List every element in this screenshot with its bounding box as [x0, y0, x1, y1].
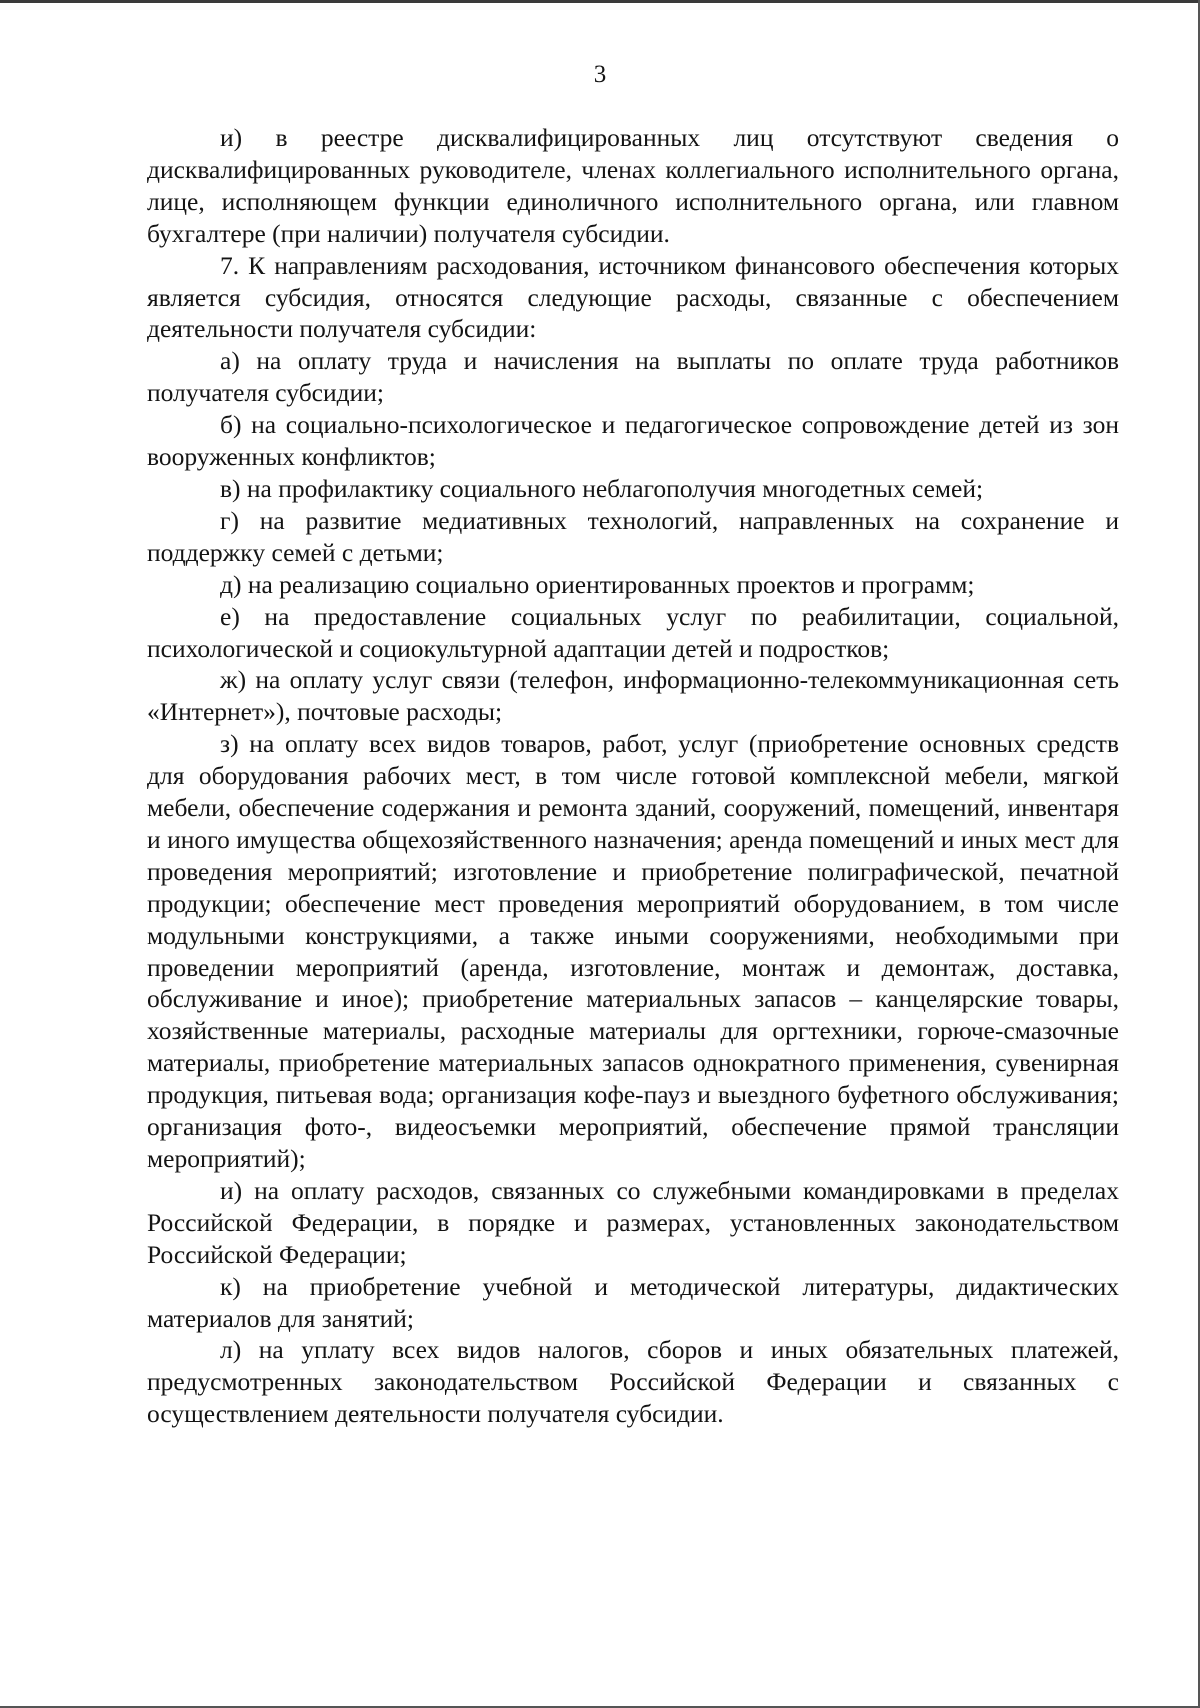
paragraph-item-v-prevention: в) на профилактику социального неблагополучия многодетных семей; — [220, 473, 984, 503]
paragraph-7-expense-directions: 7. К направлениям расходования, источником финансового обеспечения которых является субсидия, относятся следующие расходы, связанные с обеспечением деятельности получателя субсидии: — [147, 250, 1119, 344]
paragraph-item-e-social-services: е) на предоставление социальных услуг по реабилитации, социальной, психологической и социокультурной адаптации детей и подростков; — [147, 601, 1119, 663]
paragraph-item-i-business-trips: и) на оплату расходов, связанных со служебными командировками в пределах Российской Федерации, в порядке и размерах, установленных законодательством Российской Федерации; — [147, 1175, 1119, 1269]
paragraph-item-z-goods-works-services: з) на оплату всех видов товаров, работ, услуг (приобретение основных средств для оборудования рабочих мест, в том числе готовой комплексной мебели, мягкой мебели, обеспечение содержания и ремонта зданий, сооружений, помещений, инвентаря и иного имущества общехозяйственного назначения; аренда помещений и иных мест для проведения мероприятий; изготовление и приобретение полиграфической, печатной продукции; обеспечение мест проведения мероприятий оборудованием, в том числе модульными конструкциями, а также иными сооружениями, необходимыми при проведении мероприятий (аренда, изготовление, монтаж и демонтаж, доставка, обслуживание и иное); приобретение материальных запасов – канцелярские товары, хозяйственные материалы, расходные материалы для оргтехники, горюче-смазочные материалы, приобретение материальных запасов однократного применения, сувенирная продукция, питьевая вода; организация кофе-пауз и выездного буфетного обслуживания; организация фото-, видеосъемки мероприятий, обеспечение прямой трансляции мероприятий); — [147, 729, 1119, 1173]
paragraph-item-g-mediation: г) на развитие медиативных технологий, направленных на сохранение и поддержку семей с детьми; — [147, 505, 1119, 567]
scan-edge-top — [0, 0, 1200, 3]
paragraph-item-l-taxes: л) на уплату всех видов налогов, сборов и иных обязательных платежей, предусмотренных законодательством Российской Федерации и связанных с осуществлением деятельности получателя субсидии. — [147, 1335, 1119, 1429]
page-number: 3 — [593, 61, 607, 88]
paragraph-item-k-literature: к) на приобретение учебной и методической литературы, дидактических материалов для занятий; — [147, 1271, 1119, 1333]
paragraph-item-a-labor-payment: а) на оплату труда и начисления на выплаты по оплате труда работников получателя субсидии; — [147, 346, 1119, 408]
paragraph-item-i-disqualified-registry: и) в реестре дисквалифицированных лиц отсутствуют сведения о дисквалифицированных руководителе, членах коллегиального исполнительного органа, лице, исполняющем функции единоличного исполнительного органа, или главном бухгалтере (при наличии) получателя субсидии. — [147, 123, 1119, 248]
paragraph-item-d-projects: д) на реализацию социально ориентированных проектов и программ; — [220, 569, 975, 599]
document-body — [147, 122, 1119, 1430]
paragraph-item-b-psychological-support: б) на социально-психологическое и педагогическое сопровождение детей из зон вооруженных конфликтов; — [147, 410, 1119, 472]
paragraph-item-zh-communications: ж) на оплату услуг связи (телефон, информационно-телекоммуникационная сеть «Интернет»), почтовые расходы; — [147, 665, 1119, 727]
